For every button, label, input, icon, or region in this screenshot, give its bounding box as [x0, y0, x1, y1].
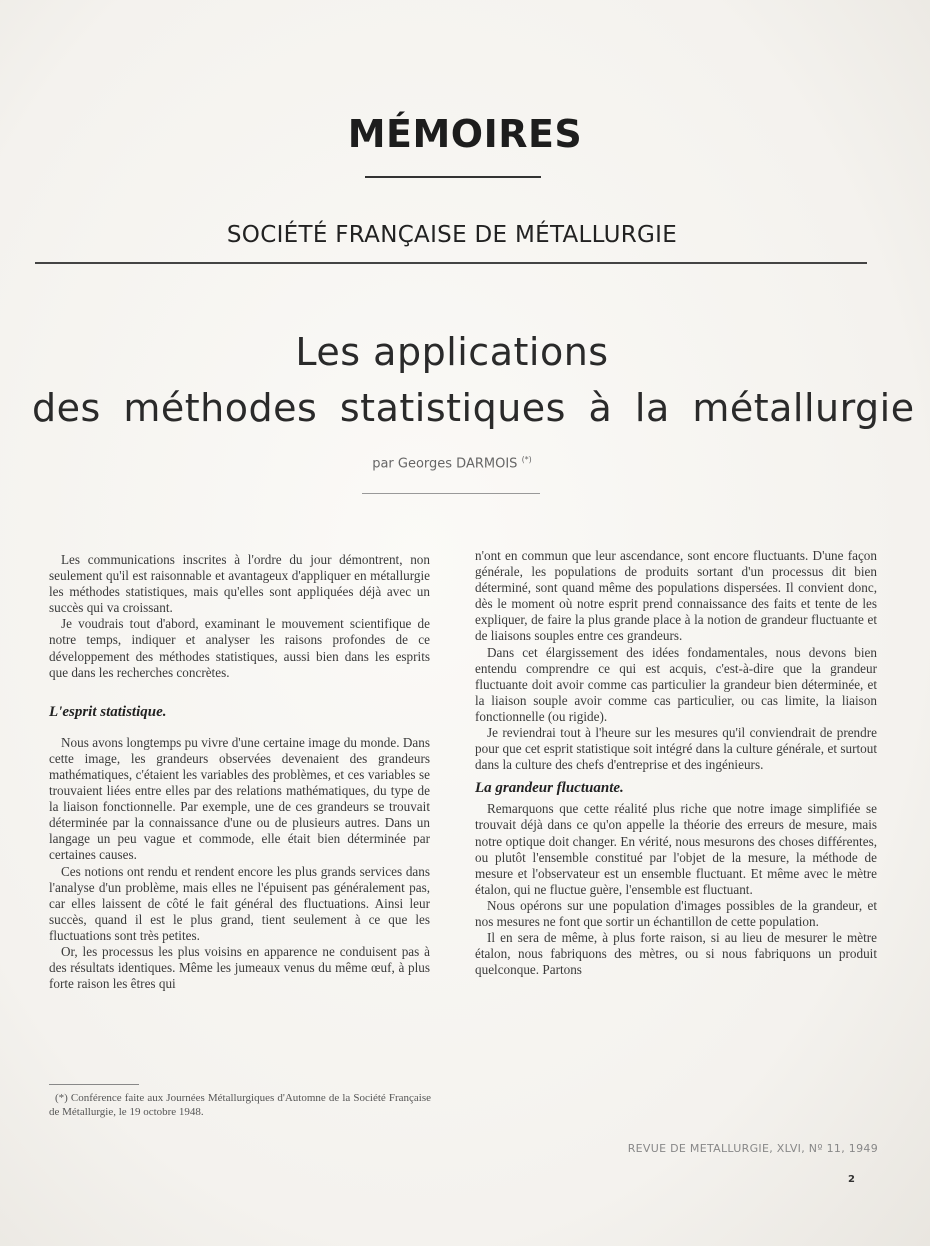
paragraph: Les communications inscrites à l'ordre du jour démontrent, non seulement qu'il est raisonnable et avantageux d'appliquer en métallurgie les méthodes statistiques, mais qu'elles sont appliquées déjà avec un succès qui va croissant.	[49, 552, 430, 616]
paragraph: Dans cet élargissement des idées fondamentales, nous devons bien entendu comprendre ce qui est acquis, c'est-à-dire que la grandeur fluctuante doit avoir comme cas particulier la grandeur bien déterminée, et la liaison souple avoir comme cas particulier, ou cas limite, la liaison fonctionnelle (ou rigide).	[475, 644, 877, 724]
page-number: 2	[848, 1174, 855, 1185]
journal-reference: REVUE DE METALLURGIE, XLVI, Nº 11, 1949	[627, 1142, 878, 1155]
section-title: MÉMOIRES	[347, 112, 583, 156]
text-column-left	[49, 552, 430, 992]
byline	[0, 455, 904, 471]
society-divider	[35, 262, 867, 264]
paragraph: Remarquons que cette réalité plus riche que notre image simplifiée se trouvait déjà dans ce qu'on appelle la théorie des erreurs de mesure, mais notre optique doit changer. En vérité, nous mesurons des choses différentes, ou plutôt l'ensemble constitué par l'objet de la mesure, la méthode de mesure et l'observateur est un ensemble fluctuant. Et même avec le mètre étalon, qui ne fluctue guère, l'ensemble est fluctuant.	[475, 801, 877, 897]
footnote-divider	[49, 1084, 139, 1085]
section-divider	[365, 176, 541, 178]
paragraph: Je voudrais tout d'abord, examinant le mouvement scientifique de notre temps, indiquer et analyser les raisons profondes de ce développement des méthodes statistiques, aussi bien dans les esprits que dans les recherches concrètes.	[49, 616, 430, 680]
footnote-mark: (*)	[521, 455, 532, 464]
paragraph: Nous avons longtemps pu vivre d'une certaine image du monde. Dans cette image, les grandeurs observées devenaient des grandeurs mathématiques, c'étaient les variables des problèmes, et ces variables se trouvaient liées entre elles par des relations mathématiques, du type de la liaison fonctionnelle. Par exemple, une de ces grandeurs se trouvait déterminée par la connaissance d'une ou de plusieurs autres. Dans un langage un peu vague et commode, elle était bien déterminée par certaines causes.	[49, 734, 430, 863]
paragraph: Je reviendrai tout à l'heure sur les mesures qu'il conviendrait de prendre pour que cet esprit statistique soit intégré dans la culture générale, et surtout dans la culture des chefs d'entreprise et des ingénieurs.	[475, 725, 877, 773]
paragraph: Ces notions ont rendu et rendent encore les plus grands services dans l'analyse d'un problème, mais elles ne l'épuisent pas généralement pas, car elles laissent de côté le fait général des fluctuations. Ainsi leur succès, quand il est le plus grand, tient seulement à ce que les fluctuations sont très petites.	[49, 863, 430, 943]
paragraph: Nous opérons sur une population d'images possibles de la grandeur, et nos mesures ne font que sortir un échantillon de cette population.	[475, 897, 877, 929]
article-title-line-2: des méthodes statistiques à la métallurgie	[32, 386, 915, 430]
byline-divider	[362, 493, 540, 494]
section-heading: L'esprit statistique.	[49, 703, 167, 720]
article-title-line-1: Les applications	[295, 330, 609, 374]
society-name: SOCIÉTÉ FRANÇAISE DE MÉTALLURGIE	[226, 222, 678, 248]
text-column-right	[475, 548, 877, 978]
section-heading: La grandeur fluctuante.	[475, 780, 624, 797]
footnote: (*) Conférence faite aux Journées Métallurgiques d'Automne de la Société Française de Métallurgie, le 19 octobre 1948.	[49, 1092, 431, 1118]
paragraph: Il en sera de même, à plus forte raison, si au lieu de mesurer le mètre étalon, nous fabriquons des mètres, ou si nous fabriquons un produit quelconque. Partons	[475, 930, 877, 978]
author: par Georges DARMOIS	[372, 456, 518, 472]
paragraph: n'ont en commun que leur ascendance, sont encore fluctuants. D'une façon générale, les populations de produits sortant d'un processus dit bien déterminé, sont quand même des populations dispersées. Il convient donc, dès le moment où notre esprit prend connaissance des faits et tente de les expliquer, de faire la plus grande place à la notion de grandeur fluctuante et de liaisons souples entre ces grandeurs.	[475, 548, 877, 644]
paragraph: Or, les processus les plus voisins en apparence ne conduisent pas à des résultats identiques. Même les jumeaux venus du même œuf, à plus forte raison les êtres qui	[49, 943, 430, 992]
